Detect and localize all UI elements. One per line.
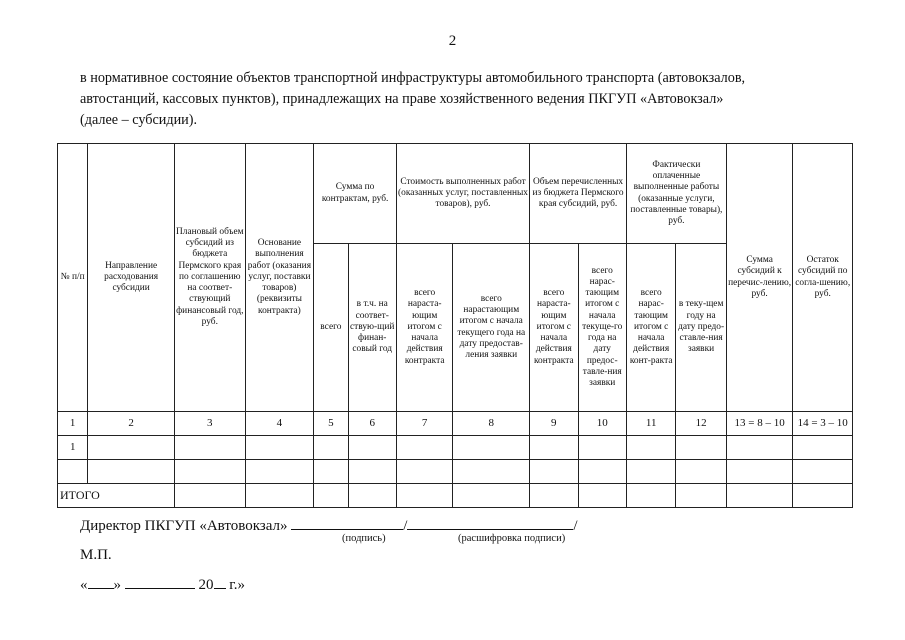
header-sub-financial-year: в т.ч. на соответ-ствую-щий финан-совый год [348,244,396,412]
header-amount-to-transfer: Сумма субсидий к перечис-лению, руб. [726,144,793,412]
table-cell [88,436,175,460]
header-planned-volume: Плановый объем субсидий из бюджета Пермского края по соглашению на соответ-ствующий финансовый год, руб. [175,144,246,412]
signature-decoding-blank[interactable] [407,515,573,530]
table-cell [245,436,314,460]
stamp-label: М.П. [80,547,112,563]
column-number: 14 = 3 – 10 [793,412,853,436]
table-cell [245,484,314,508]
column-number: 13 = 8 – 10 [726,412,793,436]
table-cell [578,484,626,508]
column-number: 11 [626,412,675,436]
column-number: 8 [453,412,530,436]
table-cell [175,484,246,508]
day-blank[interactable] [88,574,114,589]
signature-blank[interactable] [291,515,403,530]
table-row [58,460,853,484]
caption-decoding: (расшифровка подписи) [458,533,566,544]
year-prefix: 20 [198,577,214,593]
signature-separator-end: / [573,518,578,534]
table-cell [396,460,452,484]
column-number: 3 [175,412,246,436]
intro-line-3: (далее – субсидии). [80,112,198,128]
table-cell [453,460,530,484]
table-cell [348,436,396,460]
table-cell [578,436,626,460]
table-cell [530,460,578,484]
table-cell [676,460,726,484]
column-number: 2 [88,412,175,436]
table-cell [314,460,348,484]
table-cell [175,436,246,460]
table-cell [578,460,626,484]
table-cell [314,436,348,460]
header-sub-completed-contract: всего нараста-ющим итогом с начала действия контракта [396,244,452,412]
header-row-top [58,144,853,244]
header-sub-paid-contract: всего нарас-тающим итогом с начала действия конт-ракта [626,244,675,412]
table-cell [676,436,726,460]
intro-line-1: в нормативное состояние объектов транспортной инфраструктуры автомобильного транспорта (автовокзалов, [80,70,746,86]
signature-line [80,515,578,535]
header-direction: Направление расходования субсидии [88,144,175,412]
table-cell [793,484,853,508]
column-number: 5 [314,412,348,436]
table-cell [626,436,675,460]
table-cell [396,436,452,460]
header-sub-transferred-contract: всего нараста-ющим итогом с начала действия контракта [530,244,578,412]
table-cell [348,460,396,484]
header-basis: Основание выполнения работ (оказания услуг, поставки товаров) (реквизиты контракта) [245,144,314,412]
column-number: 1 [58,412,88,436]
table-cell [314,484,348,508]
signature-separator: / [403,518,408,534]
total-label: ИТОГО [58,484,175,508]
row-index: 1 [58,436,88,460]
table-row [58,436,853,460]
table-cell [793,460,853,484]
header-group-completed: Стоимость выполненных работ (оказанных услуг, поставленных товаров), руб. [396,144,529,244]
date-line [80,574,245,594]
date-close-quote: » [113,577,121,593]
column-number: 7 [396,412,452,436]
page-number: 2 [448,33,457,49]
intro-line-2: автостанций, кассовых пунктов), принадлежащих на праве хозяйственного ведения ПКГУП «Автовокзал» [80,91,724,107]
table-cell [348,484,396,508]
column-number-row [58,412,853,436]
month-blank[interactable] [125,574,195,589]
header-number: № п/п [58,144,88,412]
table-cell [453,436,530,460]
table-cell [396,484,452,508]
year-suffix: г.» [229,577,245,593]
table-cell [626,460,675,484]
table-cell [726,484,793,508]
table-cell [626,484,675,508]
table-cell [726,460,793,484]
header-sub-total: всего [314,244,348,412]
table-cell [676,484,726,508]
column-number: 4 [245,412,314,436]
column-number: 6 [348,412,396,436]
header-group-contracts: Сумма по контрактам, руб. [314,144,397,244]
header-sub-paid-year: в теку-щем году на дату предо-ставле-ния заявки [676,244,726,412]
header-sub-completed-year: всего нарастающим итогом с начала текущего года на дату предостав-ления заявки [453,244,530,412]
table-cell [58,460,88,484]
header-sub-transferred-year: всего нарас-тающим итогом с начала текуще-го года на дату предос-тавле-ния заявки [578,244,626,412]
director-label: Директор ПКГУП «Автовокзал» [80,518,288,534]
header-group-transferred: Объем перечисленных из бюджета Пермского края субсидий, руб. [530,144,627,244]
caption-signature: (подпись) [342,533,386,544]
table-cell [530,436,578,460]
column-number: 9 [530,412,578,436]
header-group-paid: Фактически оплаченные выполненные работы (оказанные услуги, поставленные товары), руб. [626,144,726,244]
subsidy-report-table [57,143,853,508]
table-cell [175,460,246,484]
column-number: 10 [578,412,626,436]
table-cell [726,436,793,460]
total-row [58,484,853,508]
table-cell [453,484,530,508]
table-cell [793,436,853,460]
table-cell [245,460,314,484]
header-balance: Остаток субсидий по согла-шению, руб. [793,144,853,412]
table-cell [530,484,578,508]
column-number: 12 [676,412,726,436]
date-open-quote: « [80,577,88,593]
table-cell [88,460,175,484]
intro-paragraph [80,68,870,131]
year-blank[interactable] [214,574,226,589]
